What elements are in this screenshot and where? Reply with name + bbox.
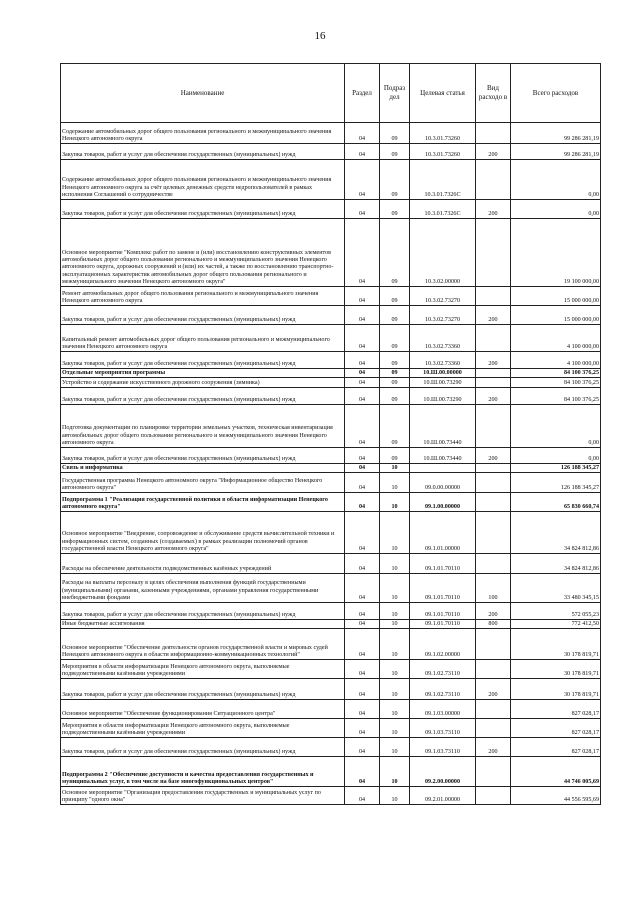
row-subsection: 09 — [380, 369, 410, 378]
table-row — [61, 369, 601, 378]
row-section: 04 — [345, 160, 380, 200]
row-expense-type: 800 — [476, 620, 511, 629]
table-row — [61, 219, 601, 287]
row-name: Закупка товаров, работ и услуг для обеспечения государственных (муниципальных) нужд — [61, 448, 345, 464]
row-expense-type: 200 — [476, 448, 511, 464]
budget-table — [60, 63, 601, 805]
row-total: 65 830 660,74 — [511, 493, 601, 512]
row-expense-type — [476, 287, 511, 306]
table-row — [61, 554, 601, 574]
row-target: 09.1.01.70110 — [410, 603, 476, 620]
row-expense-type: 100 — [476, 574, 511, 603]
row-total: 44 556 595,69 — [511, 787, 601, 805]
row-subsection: 10 — [380, 554, 410, 574]
row-total: 772 412,50 — [511, 620, 601, 629]
table-row — [61, 660, 601, 679]
row-total: 15 000 000,00 — [511, 306, 601, 325]
row-section: 04 — [345, 464, 380, 473]
row-target: 09.1.02.73110 — [410, 660, 476, 679]
row-target: 09.1.00.00000 — [410, 493, 476, 512]
row-name: Закупка товаров, работ и услуг для обеспечения государственных (муниципальных) нужд — [61, 388, 345, 405]
row-section: 04 — [345, 493, 380, 512]
row-name: Закупка товаров, работ и услуг для обеспечения государственных (муниципальных) нужд — [61, 679, 345, 700]
row-name: Капитальный ремонт автомобильных дорог общего пользования регионального и межмуниципального значения Ненецкого автономного округа — [61, 325, 345, 352]
row-section: 04 — [345, 679, 380, 700]
row-name: Связь и информатика — [61, 464, 345, 473]
row-total: 30 178 819,71 — [511, 679, 601, 700]
row-target: 10.3.01.7326С — [410, 200, 476, 219]
table-row — [61, 287, 601, 306]
row-expense-type — [476, 219, 511, 287]
row-name: Отдельные мероприятия программы — [61, 369, 345, 378]
row-section: 04 — [345, 123, 380, 144]
row-expense-type: 200 — [476, 679, 511, 700]
row-subsection: 10 — [380, 603, 410, 620]
table-row — [61, 160, 601, 200]
row-total: 84 100 376,25 — [511, 369, 601, 378]
row-expense-type — [476, 700, 511, 719]
row-target: 09.1.01.70110 — [410, 554, 476, 574]
row-section: 04 — [345, 620, 380, 629]
row-subsection: 09 — [380, 287, 410, 306]
row-name: Основное мероприятие "Обеспечение деятельности органов государственной власти и мировых судей Ненецкого автономного округа в области информационно-коммуникационных технологий" — [61, 629, 345, 660]
row-name: Содержание автомобильных дорог общего пользования регионального и межмуниципального значения Ненецкого автономного округа за счёт целевых денежных средств недропользователей в рамках исполнения Соглашений о сотрудничестве — [61, 160, 345, 200]
row-target: 09.1.01.70110 — [410, 620, 476, 629]
row-total: 19 100 000,00 — [511, 219, 601, 287]
row-expense-type — [476, 512, 511, 554]
header-total: Всего расходов — [511, 64, 601, 123]
row-name: Закупка товаров, работ и услуг для обеспечения государственных (муниципальных) нужд — [61, 738, 345, 757]
row-subsection: 10 — [380, 787, 410, 805]
row-subsection: 09 — [380, 144, 410, 160]
table-row — [61, 493, 601, 512]
table-row — [61, 325, 601, 352]
row-expense-type: 200 — [476, 306, 511, 325]
row-target: 10.3.01.7326С — [410, 160, 476, 200]
row-total: 827 028,17 — [511, 719, 601, 738]
row-name: Закупка товаров, работ и услуг для обеспечения государственных (муниципальных) нужд — [61, 603, 345, 620]
row-total: 99 286 281,19 — [511, 144, 601, 160]
row-expense-type — [476, 554, 511, 574]
table-row — [61, 512, 601, 554]
table-row — [61, 123, 601, 144]
row-section: 04 — [345, 405, 380, 448]
row-total: 34 824 812,86 — [511, 512, 601, 554]
row-total: 30 178 819,71 — [511, 629, 601, 660]
table-row — [61, 464, 601, 473]
row-subsection: 10 — [380, 620, 410, 629]
table-row — [61, 757, 601, 787]
row-name: Основное мероприятие "Внедрение, сопровождение и обслуживание средств вычислительной техники и информационных систем, созданных (создаваемых) в рамках реализации полномочий органов государственной власти Ненецкого автономного округа" — [61, 512, 345, 554]
row-section: 04 — [345, 388, 380, 405]
row-name: Закупка товаров, работ и услуг для обеспечения государственных (муниципальных) нужд — [61, 352, 345, 369]
row-total: 84 100 376,25 — [511, 388, 601, 405]
row-section: 04 — [345, 660, 380, 679]
row-section: 04 — [345, 378, 380, 388]
row-total: 126 188 345,27 — [511, 464, 601, 473]
table-row — [61, 787, 601, 805]
row-name: Основное мероприятие "Комплекс работ по замене и (или) восстановлению конструктивных элементов автомобильных дорог общего пользования регионального и межмуниципального значения Ненецкого автономного округа, дорожных сооружений и (или) их частей, а также по восстановлению транспортно-эксплуатационных характеристик автомобильных дорог общего пользования регионального и межмуниципального значения Ненецкого автономного округа" — [61, 219, 345, 287]
table-row — [61, 352, 601, 369]
row-subsection: 10 — [380, 574, 410, 603]
row-target: 10.Ш.00.00000 — [410, 369, 476, 378]
row-subsection: 09 — [380, 200, 410, 219]
table-row — [61, 378, 601, 388]
row-section: 04 — [345, 287, 380, 306]
table-row — [61, 719, 601, 738]
row-subsection: 10 — [380, 493, 410, 512]
row-target: 09.1.03.00000 — [410, 700, 476, 719]
row-subsection: 09 — [380, 306, 410, 325]
row-subsection: 09 — [380, 352, 410, 369]
table-row — [61, 144, 601, 160]
row-target: 10.3.02.73360 — [410, 325, 476, 352]
row-target: 09.1.03.73110 — [410, 738, 476, 757]
row-expense-type — [476, 493, 511, 512]
row-total: 4 100 000,00 — [511, 325, 601, 352]
page-number: 16 — [314, 30, 326, 42]
row-section: 04 — [345, 200, 380, 219]
row-subsection: 09 — [380, 388, 410, 405]
row-target: 10.3.01.73260 — [410, 123, 476, 144]
row-section: 04 — [345, 603, 380, 620]
row-expense-type: 200 — [476, 603, 511, 620]
table-row — [61, 620, 601, 629]
row-total: 126 188 345,27 — [511, 473, 601, 493]
row-expense-type — [476, 325, 511, 352]
row-section: 04 — [345, 629, 380, 660]
row-target: 09.1.02.00000 — [410, 629, 476, 660]
row-name: Иные бюджетные ассигнования — [61, 620, 345, 629]
row-total: 0,00 — [511, 448, 601, 464]
row-total: 0,00 — [511, 405, 601, 448]
row-subsection: 10 — [380, 719, 410, 738]
row-section: 04 — [345, 219, 380, 287]
row-section: 04 — [345, 700, 380, 719]
row-expense-type: 200 — [476, 738, 511, 757]
row-expense-type: 200 — [476, 352, 511, 369]
row-subsection: 10 — [380, 629, 410, 660]
row-section: 04 — [345, 352, 380, 369]
row-subsection: 10 — [380, 738, 410, 757]
row-target: 10.3.01.73260 — [410, 144, 476, 160]
row-target: 09.1.01.00000 — [410, 512, 476, 554]
row-name: Подготовка документации по планировке территории земельных участков, техническая инвентаризация автомобильных дорог общего пользования регионального и межмуниципального значения Ненецкого автономного округа — [61, 405, 345, 448]
table-row — [61, 405, 601, 448]
header-target: Целевая статья — [410, 64, 476, 123]
row-target: 09.1.02.73110 — [410, 679, 476, 700]
row-section: 04 — [345, 787, 380, 805]
row-section: 04 — [345, 512, 380, 554]
row-name: Подпрограмма 1 "Реализация государственной политики в области информатизации Ненецкого автономного округа" — [61, 493, 345, 512]
row-expense-type — [476, 378, 511, 388]
table-row — [61, 700, 601, 719]
row-subsection: 10 — [380, 512, 410, 554]
row-target: 10.Ш.00.73440 — [410, 448, 476, 464]
row-expense-type — [476, 660, 511, 679]
table-body — [61, 123, 601, 805]
row-subsection: 10 — [380, 660, 410, 679]
row-total: 572 055,23 — [511, 603, 601, 620]
row-expense-type — [476, 473, 511, 493]
row-target: 09.2.00.00000 — [410, 757, 476, 787]
row-expense-type — [476, 757, 511, 787]
row-expense-type — [476, 787, 511, 805]
row-target: 10.3.02.73360 — [410, 352, 476, 369]
row-total: 0,00 — [511, 200, 601, 219]
row-section: 04 — [345, 757, 380, 787]
row-section: 04 — [345, 306, 380, 325]
row-name: Расходы на выплаты персоналу в целях обеспечения выполнения функций государственными (муниципальными) органами, казенными учреждениями, органами управления государственными внебюджетными фондами — [61, 574, 345, 603]
row-total: 99 286 281,19 — [511, 123, 601, 144]
row-section: 04 — [345, 554, 380, 574]
row-section: 04 — [345, 574, 380, 603]
row-target — [410, 464, 476, 473]
row-total: 4 100 000,00 — [511, 352, 601, 369]
row-section: 04 — [345, 473, 380, 493]
row-total: 30 178 819,71 — [511, 660, 601, 679]
table-row — [61, 448, 601, 464]
table-row — [61, 473, 601, 493]
row-name: Мероприятия в области информатизации Ненецкого автономного округа, выполняемые подведомственными казёнными учреждениями — [61, 719, 345, 738]
row-target: 10.3.02.00000 — [410, 219, 476, 287]
row-name: Расходы на обеспечение деятельности подведомственных казённых учреждений — [61, 554, 345, 574]
row-expense-type — [476, 405, 511, 448]
row-expense-type: 200 — [476, 144, 511, 160]
row-target: 09.1.01.70110 — [410, 574, 476, 603]
row-total: 15 000 000,00 — [511, 287, 601, 306]
row-target: 09.1.03.73110 — [410, 719, 476, 738]
row-expense-type — [476, 629, 511, 660]
row-name: Основное мероприятие "Организация предоставления государственных и муниципальных услуг по принципу "одного окна" — [61, 787, 345, 805]
row-target: 10.Ш.00.73290 — [410, 388, 476, 405]
row-subsection: 09 — [380, 448, 410, 464]
row-name: Закупка товаров, работ и услуг для обеспечения государственных (муниципальных) нужд — [61, 306, 345, 325]
header-section: Раздел — [345, 64, 380, 123]
row-section: 04 — [345, 738, 380, 757]
row-subsection: 09 — [380, 123, 410, 144]
row-target: 10.3.02.73270 — [410, 287, 476, 306]
table-row — [61, 200, 601, 219]
row-total: 44 746 005,69 — [511, 757, 601, 787]
row-name: Ремонт автомобильных дорог общего пользования регионального и межмуниципального значения Ненецкого автономного округа — [61, 287, 345, 306]
row-target: 10.3.02.73270 — [410, 306, 476, 325]
table-row — [61, 629, 601, 660]
row-total: 33 480 345,15 — [511, 574, 601, 603]
row-section: 04 — [345, 448, 380, 464]
row-expense-type — [476, 369, 511, 378]
row-total: 827 028,17 — [511, 700, 601, 719]
row-name: Основное мероприятие "Обеспечение функционирования Ситуационного центра" — [61, 700, 345, 719]
row-name: Мероприятия в области информатизации Ненецкого автономного округа, выполняемые подведомственными казёнными учреждениями — [61, 660, 345, 679]
row-total: 34 824 812,86 — [511, 554, 601, 574]
row-total: 0,00 — [511, 160, 601, 200]
row-target: 09.0.00.00000 — [410, 473, 476, 493]
row-total: 827 028,17 — [511, 738, 601, 757]
table-row — [61, 738, 601, 757]
row-expense-type — [476, 123, 511, 144]
row-name: Подпрограмма 2 "Обеспечение доступности и качества предоставления государственных и муниципальных услуг, в том числе на базе многофункциональных центров" — [61, 757, 345, 787]
row-subsection: 09 — [380, 219, 410, 287]
row-section: 04 — [345, 144, 380, 160]
row-subsection: 10 — [380, 473, 410, 493]
row-name: Устройство и содержание искусственного дорожного сооружения (зимника) — [61, 378, 345, 388]
row-expense-type: 200 — [476, 200, 511, 219]
row-subsection: 09 — [380, 378, 410, 388]
table-row — [61, 306, 601, 325]
row-section: 04 — [345, 369, 380, 378]
row-subsection: 10 — [380, 757, 410, 787]
row-expense-type — [476, 160, 511, 200]
row-subsection: 09 — [380, 160, 410, 200]
row-name: Государственная программа Ненецкого автономного округа "Информационное общество Ненецкого автономного округа" — [61, 473, 345, 493]
row-target: 10.Ш.00.73290 — [410, 378, 476, 388]
row-name: Закупка товаров, работ и услуг для обеспечения государственных (муниципальных) нужд — [61, 200, 345, 219]
table-row — [61, 679, 601, 700]
table-row — [61, 388, 601, 405]
row-name: Содержание автомобильных дорог общего пользования регионального и межмуниципального значения Ненецкого автономного округа — [61, 123, 345, 144]
row-subsection: 10 — [380, 700, 410, 719]
row-subsection: 10 — [380, 679, 410, 700]
row-expense-type — [476, 719, 511, 738]
row-target: 09.2.01.00000 — [410, 787, 476, 805]
row-name: Закупка товаров, работ и услуг для обеспечения государственных (муниципальных) нужд — [61, 144, 345, 160]
header-subsection: Подраз дел — [380, 64, 410, 123]
row-subsection: 09 — [380, 405, 410, 448]
header-name: Наименование — [61, 64, 345, 123]
row-total: 84 100 376,25 — [511, 378, 601, 388]
header-expense-type: Вид расходо в — [476, 64, 511, 123]
table-row — [61, 574, 601, 603]
row-expense-type — [476, 464, 511, 473]
row-subsection: 09 — [380, 325, 410, 352]
row-section: 04 — [345, 325, 380, 352]
row-expense-type: 200 — [476, 388, 511, 405]
row-target: 10.Ш.00.73440 — [410, 405, 476, 448]
table-row — [61, 603, 601, 620]
row-section: 04 — [345, 719, 380, 738]
table-header-row — [61, 64, 601, 123]
row-subsection: 10 — [380, 464, 410, 473]
